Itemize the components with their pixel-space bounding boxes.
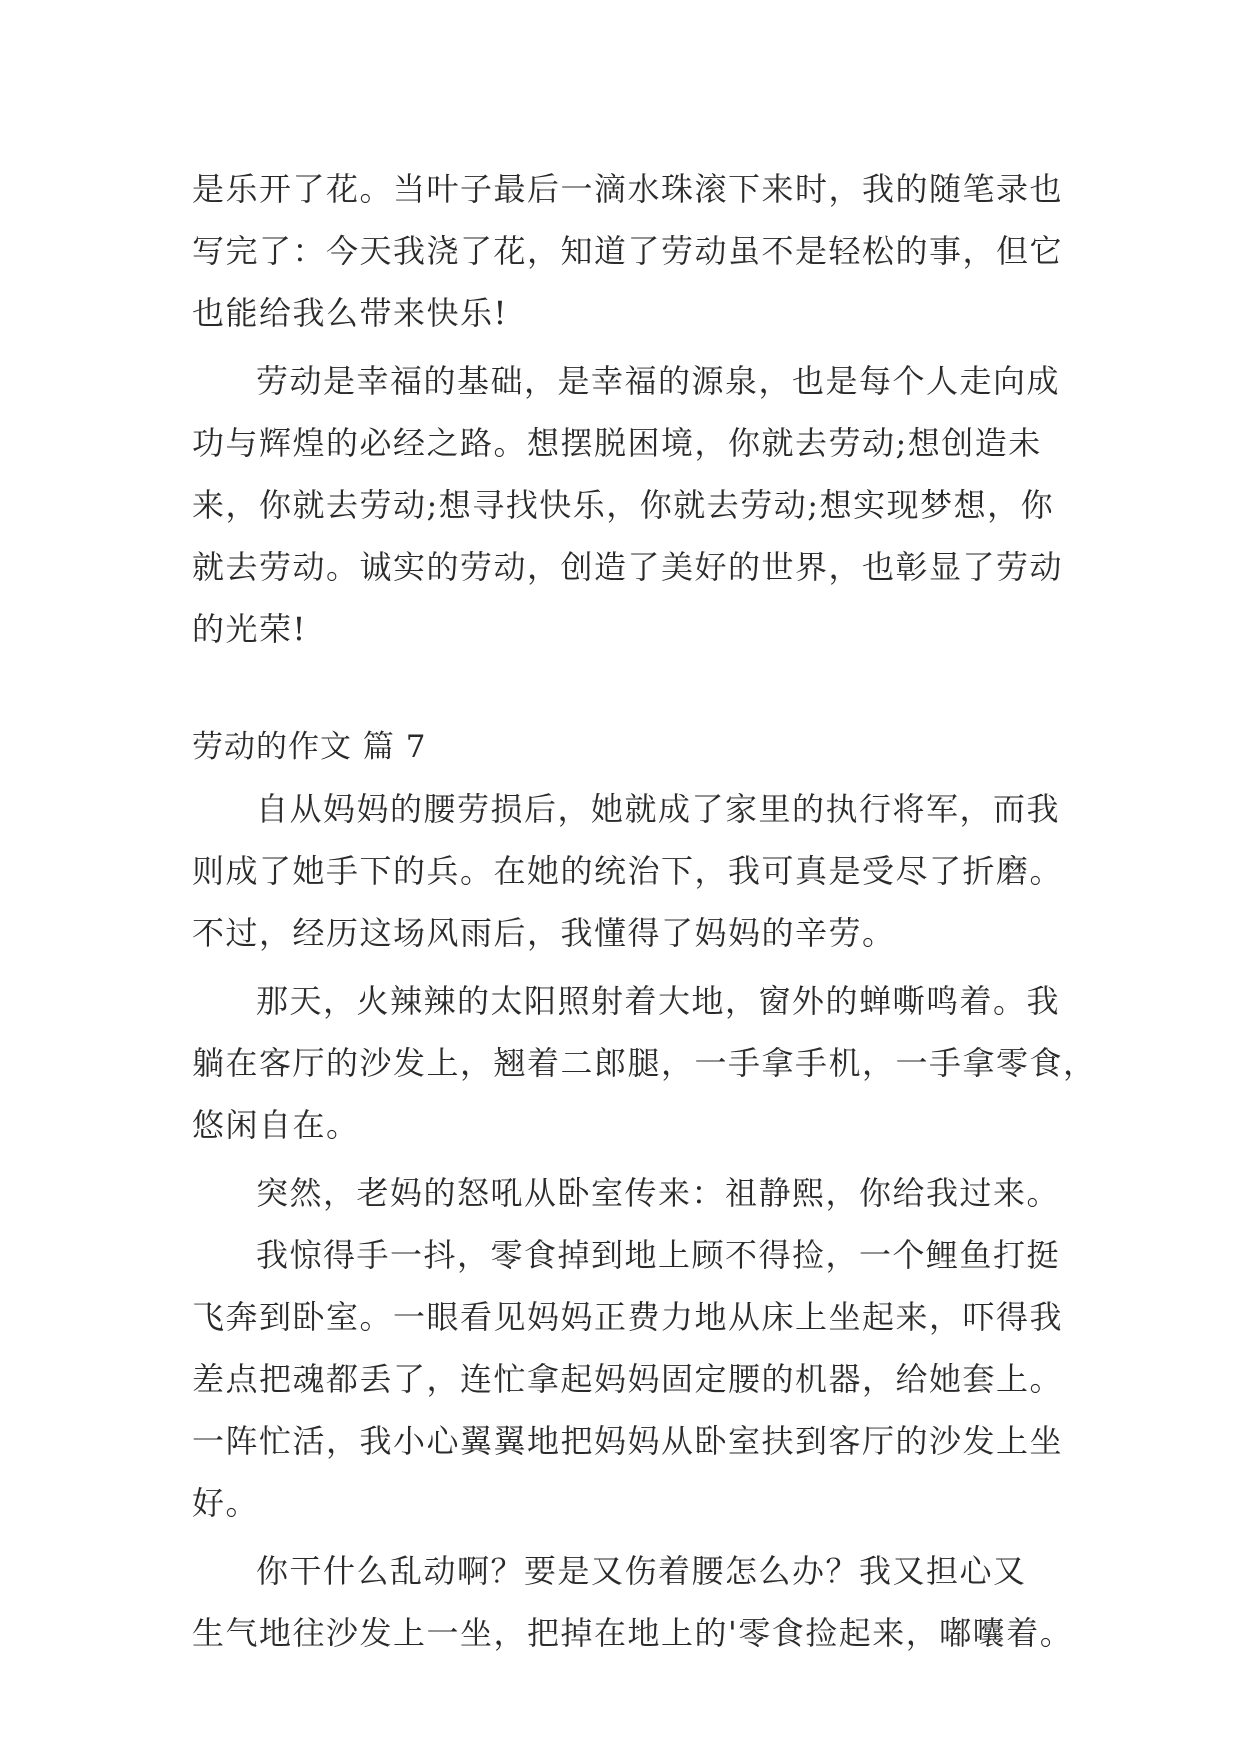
paragraph-conclusion <box>192 350 1062 660</box>
text-line: 差点把魂都丢了，连忙拿起妈妈固定腰的机器，给她套上。 <box>192 1360 1064 1398</box>
paragraph <box>192 1224 1062 1534</box>
text-line: 来，你就去劳动;想寻找快乐，你就去劳动;想实现梦想，你 <box>192 486 1055 524</box>
text-line: 是乐开了花。当叶子最后一滴水珠滚下来时，我的随笔录也 <box>192 170 1064 208</box>
text-line: 不过，经历这场风雨后，我懂得了妈妈的辛劳。 <box>192 914 896 952</box>
text-line: 的光荣! <box>192 610 307 648</box>
text-line: 自从妈妈的腰劳损后，她就成了家里的执行将军，而我 <box>256 790 1061 828</box>
paragraph <box>192 970 1097 1156</box>
paragraph <box>192 1540 1074 1664</box>
text-line: 就去劳动。诚实的劳动，创造了美好的世界，也彰显了劳动 <box>192 548 1064 586</box>
text-line: 则成了她手下的兵。在她的统治下，我可真是受尽了折磨。 <box>192 852 1064 890</box>
text-line: 劳动是幸福的基础，是幸福的源泉，也是每个人走向成 <box>256 362 1061 400</box>
text-line: 我惊得手一抖，零食掉到地上顾不得捡，一个鲤鱼打挺 <box>256 1236 1061 1274</box>
text-line: 生气地往沙发上一坐，把掉在地上的'零食捡起来，嘟囔着。 <box>192 1614 1074 1652</box>
text-line: 突然，老妈的怒吼从卧室传来：祖静熙，你给我过来。 <box>256 1174 1061 1212</box>
text-line: 悠闲自在。 <box>192 1106 360 1144</box>
text-line: 好。 <box>192 1484 260 1522</box>
text-line: 写完了：今天我浇了花，知道了劳动虽不是轻松的事，但它 <box>192 232 1064 270</box>
text-line: 那天，火辣辣的太阳照射着大地，窗外的蝉嘶鸣着。我 <box>256 982 1061 1020</box>
section-spacer <box>192 660 1062 716</box>
text-line: 飞奔到卧室。一眼看见妈妈正费力地从床上坐起来，吓得我 <box>192 1298 1064 1336</box>
paragraph <box>192 1162 1062 1224</box>
paragraph <box>192 778 1062 964</box>
text-line: 躺在客厅的沙发上，翘着二郎腿，一手拿手机，一手拿零食， <box>192 1044 1097 1082</box>
paragraph-continuation <box>192 158 1062 344</box>
text-line: 也能给我么带来快乐! <box>192 294 508 332</box>
section-title: 劳动的作文 篇 7 <box>192 729 427 765</box>
document-body <box>192 158 1097 1664</box>
text-line: 一阵忙活，我小心翼翼地把妈妈从卧室扶到客厅的沙发上坐 <box>192 1422 1064 1460</box>
text-line: 你干什么乱动啊？要是又伤着腰怎么办？我又担心又 <box>256 1552 1027 1590</box>
text-line: 功与辉煌的必经之路。想摆脱困境，你就去劳动;想创造未 <box>192 424 1042 462</box>
